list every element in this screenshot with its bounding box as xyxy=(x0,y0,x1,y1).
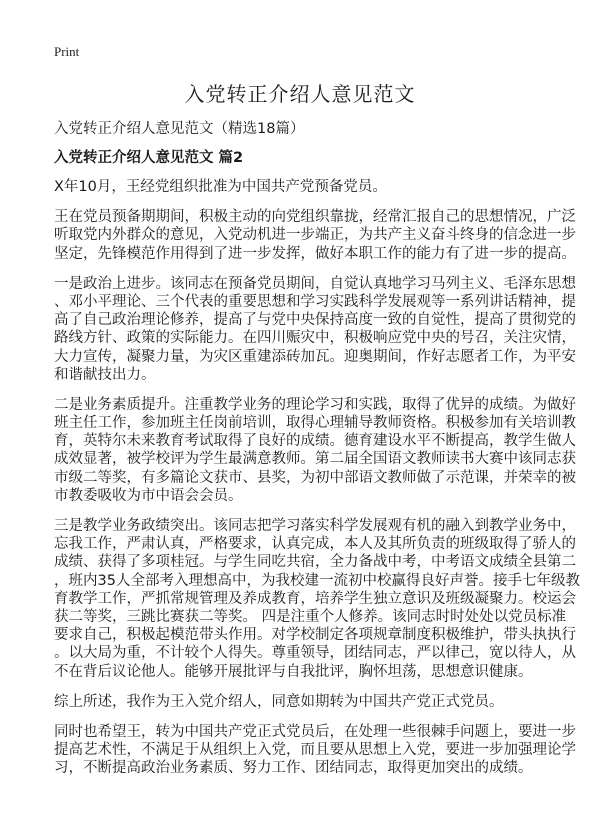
paragraph-line: 路线方针、政策的实际能力。在四川赈灾中，积极响应党中央的号召，关注灾情， xyxy=(54,330,576,347)
paragraph-line: 综上所述，我作为王入党介绍人，同意如期转为中国共产党正式党员。 xyxy=(54,693,504,710)
paragraph-line: 不在背后议论他人。能够开展批评与自我批评，胸怀坦荡，思想意识健康。 xyxy=(54,663,533,680)
paragraph xyxy=(54,723,576,778)
section-heading: 入党转正介绍人意见范文 篇2 xyxy=(54,150,244,166)
paragraph-line: 和谐献技出力。 xyxy=(54,366,156,383)
paragraph-line: 王在党员预备期期间，积极主动的向党组织靠拢，经常汇报自己的思想情况，广泛 xyxy=(54,209,576,226)
paragraph xyxy=(54,275,576,384)
paragraph xyxy=(54,396,576,505)
paragraph-line: 成绩、获得了多项桂冠。与学生同吃共宿，全力备战中考，中考语文成绩全县第二 xyxy=(54,554,576,571)
paragraphs xyxy=(54,178,580,777)
paragraph-line: 要求自己，积极起模范带头作用。对学校制定各项规章制度积极维护，带头执执行 xyxy=(54,627,576,644)
paragraph-line: 班主任工作，参加班主任岗前培训，取得心理辅导教师资格。积极参加有关培训教 xyxy=(54,415,576,432)
paragraph-line: 听取党内外群众的意见，入党动机进一步端正，为共产主义奋斗终身的信念进一步 xyxy=(54,227,576,244)
paragraph-line: 育，英特尔未来教育考试取得了良好的成绩。德育建设水平不断提高，教学生做人 xyxy=(54,433,576,450)
paragraph-line: 坚定，先锋模范作用得到了进一步发挥，做好本职工作的能力有了进一步的提高。 xyxy=(54,245,576,262)
document-subtitle: 入党转正介绍人意见范文（精选18篇） xyxy=(54,121,305,137)
paragraph-line: 忘我工作，严肃认真，严格要求，认真完成，本人及其所负责的班级取得了骄人的 xyxy=(54,536,576,553)
paragraph-line: ，班内35人全部考入理想高中，为我校建一流初中校赢得良好声誉。接手七年级教 xyxy=(54,572,580,589)
paragraph-line: 成效显著，被学校评为学生最满意教师。第二届全国语文教师读书大赛中该同志获 xyxy=(54,451,576,468)
paragraph xyxy=(54,693,554,711)
paragraph-line: 提高艺术性，不满足于从组织上入党，而且要从思想上入党，要进一步加强理论学 xyxy=(54,742,576,759)
paragraph-line: 习，不断提高政治业务素质、努力工作、团结同志，取得更加突出的成绩。 xyxy=(54,760,533,777)
document-title: 入党转正介绍人意见范文 xyxy=(184,82,416,106)
paragraph xyxy=(54,208,576,263)
paragraph-line: 大力宣传，凝聚力量，为灾区重建添砖加瓦。迎奥期间，作好志愿者工作，为平安 xyxy=(54,348,576,365)
paragraph-line: 获二等奖，三跳比赛获二等奖。 四是注重个人修养。该同志时时处处以党员标准 xyxy=(54,608,567,625)
print-link[interactable]: Print xyxy=(54,44,80,59)
paragraph-line: 育教学工作，严抓常规管理及养成教育，培养学生独立意识及班级凝聚力。校运会 xyxy=(54,590,576,607)
paragraph-line: 高了自己政治理论修养，提高了与党中央保持高度一致的自觉性，提高了贯彻党的 xyxy=(54,312,576,329)
paragraph-line: 一是政治上进步。该同志在预备党员期间，自觉认真地学习马列主义、毛泽东思想 xyxy=(54,275,576,292)
paragraph-line: X年10月，王经党组织批准为中国共产党预备党员。 xyxy=(54,179,387,195)
paragraph-line: 同时也希望王，转为中国共产党正式党员后，在处理一些很棘手问题上，要进一步 xyxy=(54,723,576,740)
paragraph xyxy=(54,517,580,681)
paragraph-line: 市级二等奖，有多篇论文获市、县奖，为初中部语文教师做了示范课，并荣幸的被 xyxy=(54,469,576,486)
paragraph-line: 、邓小平理论、三个代表的重要思想和学习实践科学发展观等一系列讲话精神，提 xyxy=(54,293,576,310)
paragraph xyxy=(54,178,554,196)
paragraph-line: 。以大局为重，不计较个人得失。尊重领导，团结同志，严以律己，宽以待人，从 xyxy=(54,645,576,662)
paragraph-line: 市教委吸收为市中语会会员。 xyxy=(54,487,243,504)
document-body xyxy=(54,120,580,789)
paragraph-line: 二是业务素质提升。注重教学业务的理论学习和实践，取得了优异的成绩。为做好 xyxy=(54,396,576,413)
paragraph-line: 三是教学业务政绩突出。该同志把学习落实科学发展观有机的融入到教学业务中， xyxy=(54,518,576,534)
